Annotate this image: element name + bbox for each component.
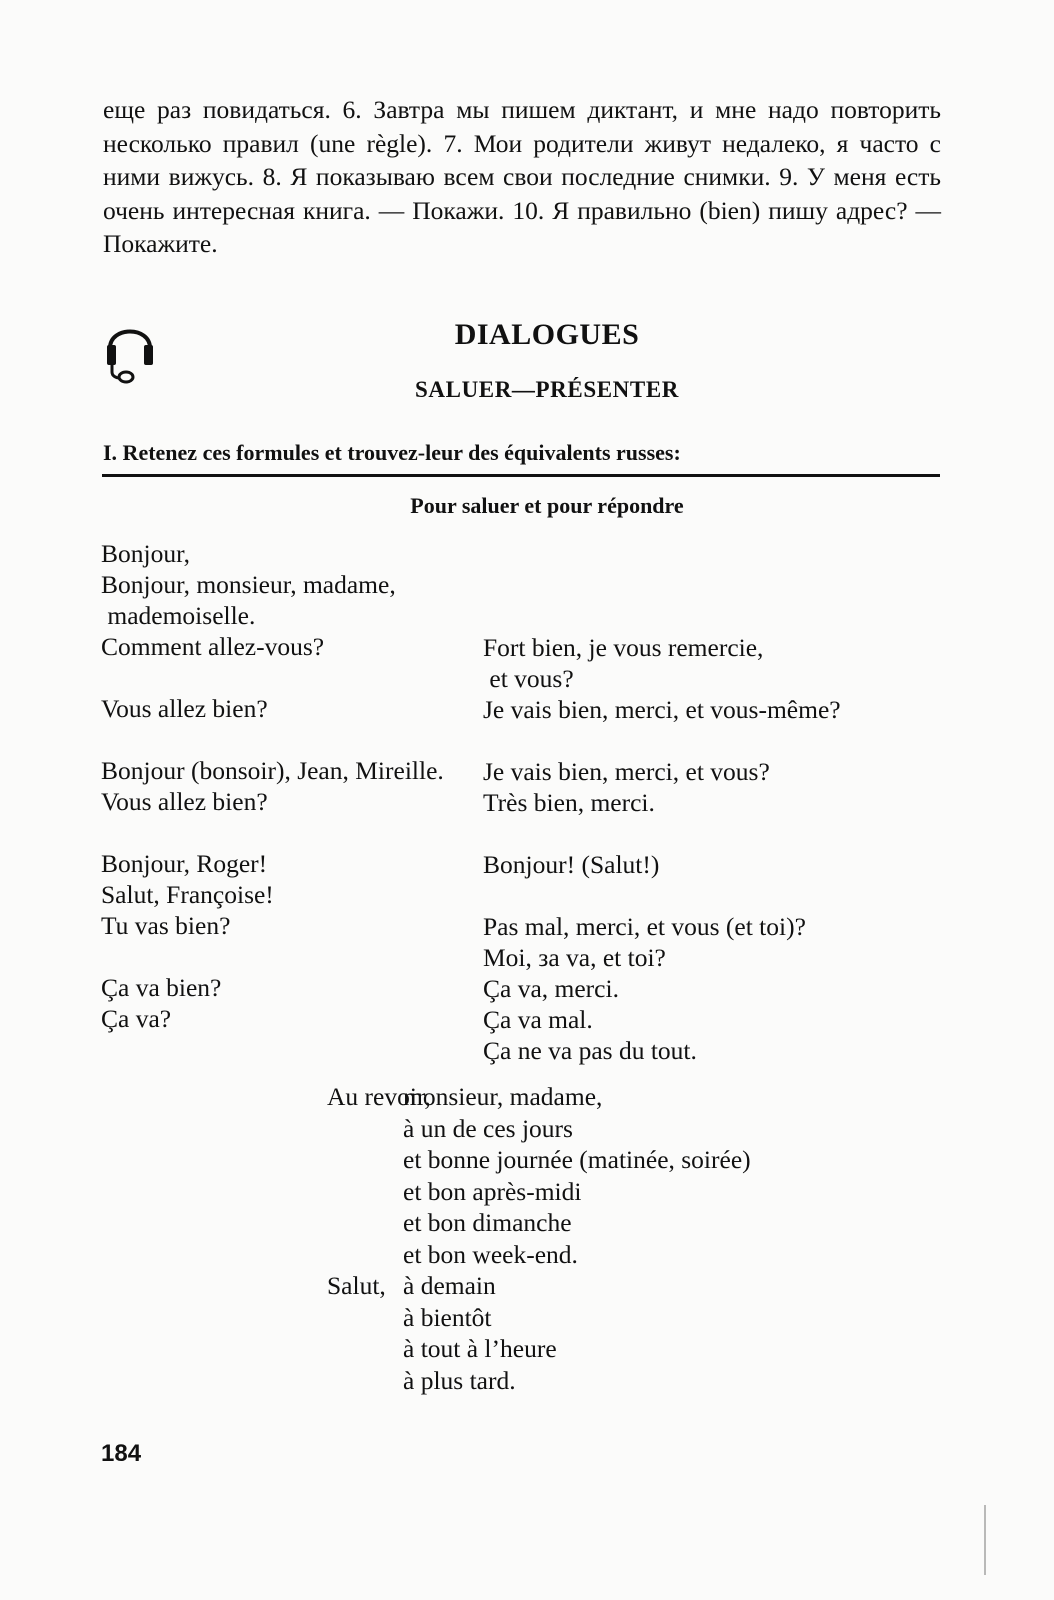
farewell-text: et bon dimanche bbox=[403, 1208, 572, 1237]
farewell-lead bbox=[327, 1207, 403, 1239]
response-line: Très bien, merci. bbox=[483, 788, 655, 817]
greeting-line: Salut, Françoise! bbox=[101, 880, 274, 909]
farewell-text: à plus tard. bbox=[403, 1365, 516, 1395]
greetings-column bbox=[101, 538, 444, 1034]
farewell-text: à demain bbox=[403, 1271, 496, 1300]
greeting-line: Ça va? bbox=[101, 1004, 172, 1033]
greeting-line: mademoiselle. bbox=[101, 601, 256, 630]
response-line bbox=[483, 725, 841, 756]
greeting-line bbox=[101, 662, 444, 693]
farewell-row bbox=[327, 1081, 751, 1113]
exercise-instruction: I. Retenez ces formules et trouvez-leur des équivalents russes: bbox=[103, 440, 681, 465]
greeting-line: Vous allez bien? bbox=[101, 787, 268, 816]
farewell-text: à bientôt bbox=[403, 1302, 492, 1332]
greeting-line: Ça va bien? bbox=[101, 973, 222, 1002]
response-line: et vous? bbox=[483, 664, 574, 693]
divider-line bbox=[102, 474, 940, 477]
farewell-lead bbox=[327, 1113, 403, 1145]
farewell-lead: Au revoir, bbox=[327, 1082, 431, 1111]
margin-mark bbox=[984, 1505, 986, 1575]
farewell-text: et bonne journée (matinée, soirée) bbox=[403, 1145, 751, 1174]
farewell-row bbox=[327, 1176, 751, 1208]
greeting-line: Bonjour (bonsoir), Jean, Mireille. bbox=[101, 756, 444, 785]
response-line: Fort bien, je vous remercie, bbox=[483, 633, 764, 662]
page-number: 184 bbox=[101, 1440, 142, 1467]
farewell-text: à un de ces jours bbox=[403, 1113, 573, 1143]
farewell-lead bbox=[327, 1302, 403, 1334]
farewell-row bbox=[327, 1239, 751, 1271]
farewell-lead bbox=[327, 1333, 403, 1365]
farewell-lead bbox=[327, 1176, 403, 1208]
farewell-lead: Salut, bbox=[327, 1271, 386, 1300]
greeting-line bbox=[101, 724, 444, 755]
response-line: Je vais bien, merci, et vous-même? bbox=[483, 695, 841, 724]
response-line: Ça ne va pas du tout. bbox=[483, 1036, 697, 1065]
greeting-line bbox=[101, 817, 444, 848]
response-line bbox=[483, 880, 841, 911]
farewell-row bbox=[327, 1270, 751, 1302]
response-line: Moi, за va, et toi? bbox=[483, 943, 666, 972]
response-line: Ça va, merci. bbox=[483, 974, 619, 1003]
response-line: Pas mal, merci, et vous (et toi)? bbox=[483, 912, 806, 941]
greeting-line: Bonjour, Roger! bbox=[101, 849, 268, 878]
dialogues-title: DIALOGUES bbox=[454, 318, 640, 351]
farewell-row bbox=[327, 1113, 751, 1145]
response-line: Je vais bien, merci, et vous? bbox=[483, 757, 770, 786]
farewell-text: monsieur, madame, bbox=[403, 1082, 603, 1111]
farewell-lead bbox=[327, 1239, 403, 1271]
greeting-line: Tu vas bien? bbox=[101, 911, 231, 940]
farewell-text: et bon week-end. bbox=[403, 1239, 578, 1269]
farewell-row bbox=[327, 1207, 751, 1239]
greeting-line: Bonjour, monsieur, madame, bbox=[101, 570, 396, 599]
section-subtitle: SALUER—PRÉSENTER bbox=[415, 377, 679, 402]
farewell-lead bbox=[327, 1365, 403, 1397]
response-line: Bonjour! (Salut!) bbox=[483, 850, 660, 879]
farewell-text: à tout à l’heure bbox=[403, 1334, 557, 1363]
greeting-line bbox=[101, 941, 444, 972]
greeting-line: Bonjour, bbox=[101, 539, 190, 568]
intro-text: еще раз повидаться. 6. Завтра мы пишем диктант, и мне надо повторить несколько правил (une règle). 7. Мои родители живут недалеко, я часто с ними вижусь. 8. Я показываю всем свои последние снимки. 9. У меня есть очень интересная книга. — Покажи. 10. Я правильно (bien) пишу адрес? — Покажите. bbox=[103, 95, 941, 258]
response-line: Ça va mal. bbox=[483, 1005, 593, 1034]
responses-column bbox=[483, 632, 841, 1066]
farewells-block bbox=[327, 1081, 751, 1396]
farewell-row bbox=[327, 1144, 751, 1176]
farewell-lead bbox=[327, 1144, 403, 1176]
greeting-line: Comment allez-vous? bbox=[101, 632, 325, 661]
farewell-row bbox=[327, 1302, 751, 1334]
farewell-row bbox=[327, 1333, 751, 1365]
response-line bbox=[483, 818, 841, 849]
farewell-text: et bon après-midi bbox=[403, 1176, 582, 1206]
intro-paragraph bbox=[103, 93, 941, 261]
greeting-line: Vous allez bien? bbox=[101, 694, 268, 723]
farewell-row bbox=[327, 1365, 751, 1397]
greeting-heading: Pour saluer et pour répondre bbox=[410, 493, 684, 518]
